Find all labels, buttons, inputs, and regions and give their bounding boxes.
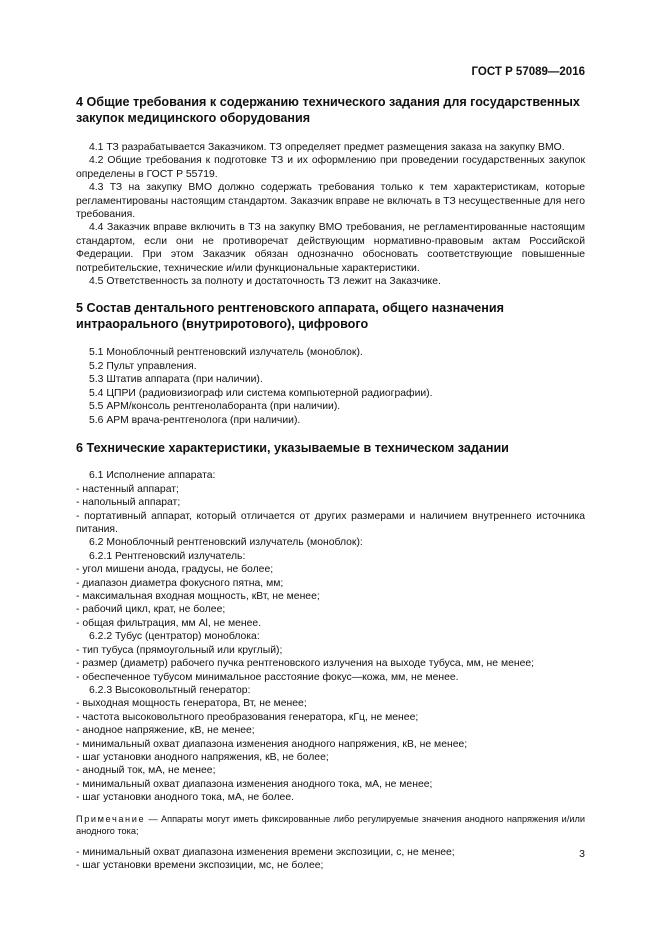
paragraph: 4.3 ТЗ на закупку ВМО должно содержать требования только к тем характеристикам, которые регламентированы настоящим стандартом. Заказчик вправе не включать в ТЗ несущественные для него требования. xyxy=(76,182,585,221)
list-item: - шаг установки анодного напряжения, кВ, не более; xyxy=(76,751,329,763)
list-item: 5.5 АРМ/консоль рентгенолаборанта (при наличии). xyxy=(89,401,341,413)
page-number: 3 xyxy=(579,848,585,860)
document-id: ГОСТ Р 57089—2016 xyxy=(471,66,585,78)
list-item: - напольный аппарат; xyxy=(76,497,181,509)
paragraph: 4.4 Заказчик вправе включить в ТЗ на закупку ВМО требования, не регламентированные настоящим стандартом, если они не противоречат действующим нормативно-правовым актам Российской Федерации. При этом Заказчик обязан однозначно обосновать соответствующие повышенные потребительские, технические и/или функциональные характеристики. xyxy=(76,222,585,274)
list-item: - минимальный охват диапазона изменения анодного напряжения, кВ, не менее; xyxy=(76,738,468,750)
list-item: - общая фильтрация, мм Al, не менее. xyxy=(76,617,262,629)
paragraph: 4.2 Общие требования к подготовке ТЗ и их оформлению при проведении государственных закупок определены в ГОСТ Р 55719. xyxy=(76,155,585,180)
list-item: 6.2.1 Рентгеновский излучатель: xyxy=(89,550,246,562)
list-item: - анодное напряжение, кВ, не менее; xyxy=(76,725,255,737)
list-item: - настенный аппарат; xyxy=(76,483,179,495)
list-item: 5.3 Штатив аппарата (при наличии). xyxy=(89,374,263,386)
note xyxy=(76,813,585,838)
list-item: 6.1 Исполнение аппарата: xyxy=(89,470,216,482)
note-text: — Аппараты могут иметь фиксированные либо регулируемые значения анодного напряжения и/или анодного тока; xyxy=(76,813,585,837)
list-item: 6.2 Моноблочный рентгеновский излучатель (моноблок): xyxy=(89,537,363,549)
list-item: - шаг установки анодного тока, мА, не более. xyxy=(76,792,294,804)
list-item: - выходная мощность генератора, Вт, не менее; xyxy=(76,698,307,710)
list-item: - размер (диаметр) рабочего пучка рентгеновского излучения на выходе тубуса, мм, не менее; xyxy=(76,658,535,670)
list-item: - шаг установки времени экспозиции, мс, не более; xyxy=(76,860,324,872)
list-item: - максимальная входная мощность, кВт, не менее; xyxy=(76,591,320,603)
list-item: 6.2.2 Тубус (центратор) моноблока: xyxy=(89,631,260,643)
list-item: 5.2 Пульт управления. xyxy=(89,360,197,372)
list-item: - частота высоковольтного преобразования генератора, кГц, не менее; xyxy=(76,711,419,723)
list-item: 5.6 АРМ врача-рентгенолога (при наличии). xyxy=(89,414,301,426)
list-item: 5.1 Моноблочный рентгеновский излучатель (моноблок). xyxy=(89,347,363,359)
list-item: - тип тубуса (прямоугольный или круглый); xyxy=(76,644,283,656)
section-4-title: 4 Общие требования к содержанию технического задания для государственных закупок медицинского оборудования xyxy=(76,95,580,125)
paragraph: 4.1 ТЗ разрабатывается Заказчиком. ТЗ определяет предмет размещения заказа на закупку ВМО. xyxy=(89,142,565,153)
list-item: 6.2.3 Высоковольтный генератор: xyxy=(89,684,251,696)
paragraph: 4.5 Ответственность за полноту и достаточность ТЗ лежит на Заказчике. xyxy=(89,276,441,288)
list-item: - диапазон диаметра фокусного пятна, мм; xyxy=(76,577,284,589)
list-item: - рабочий цикл, крат, не более; xyxy=(76,604,226,616)
list-item: - анодный ток, мА, не менее; xyxy=(76,765,216,777)
section-6-title: 6 Технические характеристики, указываемые в техническом задании xyxy=(76,440,509,455)
list-item: - портативный аппарат, который отличается от других размерами и наличием внутреннего источника питания. xyxy=(76,510,585,536)
section-5-title: 5 Состав дентального рентгеновского аппарата, общего назначения интраорального (внутриротового), цифрового xyxy=(76,301,504,331)
note-label: Примечание xyxy=(76,813,146,824)
list-item: 5.4 ЦПРИ (радиовизиограф или система компьютерной радиографии). xyxy=(89,387,433,399)
page-content xyxy=(76,92,585,873)
list-item: - минимальный охват диапазона изменения анодного тока, мА, не менее; xyxy=(76,778,433,790)
list-item: - обеспеченное тубусом минимальное расстояние фокус—кожа, мм, не менее. xyxy=(76,671,459,683)
list-item: - угол мишени анода, градусы, не более; xyxy=(76,564,274,576)
list-item: - минимальный охват диапазона изменения времени экспозиции, с, не менее; xyxy=(76,846,455,858)
